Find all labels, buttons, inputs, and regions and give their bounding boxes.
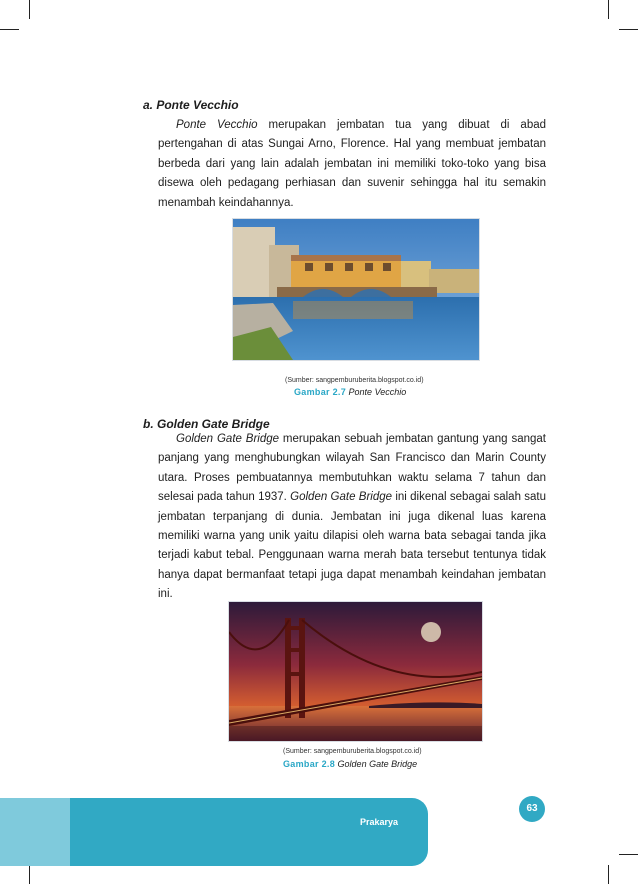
figure-caption-2-8 — [283, 759, 417, 769]
footer-subject-label: Prakarya — [360, 817, 399, 827]
crop-mark — [0, 29, 19, 30]
term-ponte-vecchio: Ponte Vecchio — [176, 119, 258, 131]
photo-golden-gate — [228, 601, 483, 742]
paragraph-golden-gate — [158, 430, 546, 605]
crop-mark — [619, 854, 638, 855]
term-golden-gate: Golden Gate Bridge — [290, 491, 393, 504]
crop-mark — [619, 29, 638, 30]
figure-source-2-7: (Sumber: sangpemburuberita.blogspot.co.id) — [285, 377, 424, 384]
figure-caption-2-7 — [294, 387, 406, 397]
figure-number: Gambar 2.8 — [283, 759, 336, 769]
crop-mark — [29, 865, 30, 884]
golden-gate-image — [229, 602, 482, 741]
figure-source-2-8: (Sumber: sangpemburuberita.blogspot.co.id) — [283, 748, 422, 755]
page-number: 63 — [519, 796, 545, 822]
crop-mark — [608, 865, 609, 884]
footer-band — [0, 798, 428, 866]
paragraph-body: merupakan jembatan tua yang dibuat di abad pertengahan di atas Sungai Arno, Florence. Hal yang membuat jembatan berbeda dari yang lain adalah jembatan ini memiliki toko-toko yang bisa disewa oleh pedagang perhiasan dan suvenir sehingga hal itu semakin menambah keindahannya. — [158, 119, 547, 209]
paragraph-ponte-vecchio — [158, 116, 546, 213]
section-heading-ponte-vecchio: a. Ponte Vecchio — [143, 98, 239, 112]
photo-ponte-vecchio — [232, 218, 480, 361]
figure-title: Golden Gate Bridge — [337, 759, 418, 769]
footer-band-accent — [0, 798, 70, 866]
figure-number: Gambar 2.7 — [294, 387, 347, 397]
section-heading-golden-gate: b. Golden Gate Bridge — [143, 417, 270, 431]
ponte-vecchio-image — [233, 219, 479, 360]
term-golden-gate: Golden Gate Bridge — [176, 433, 280, 445]
paragraph-body: merupakan sebuah jembatan gantung yang sangat panjang yang menghubungkan wilayah San Francisco dan Marin County utara. Proses pembuatannya membutuhkan waktu selama 7 tahun dan selesai pada tahun 1937. — [158, 433, 546, 504]
crop-mark — [29, 0, 30, 19]
paragraph-body: ini dikenal sebagai salah satu jembatan terpanjang di dunia. Jembatan ini juga dikenal luas karena memiliki warna yang unik yaitu dilapisi oleh warna bata sebagai tanda jika terjadi kabut tebal. Penggunaan warna merah bata tersebut tentunya tidak hanya dapat bermanfaat tetapi juga dapat menambah keindahan jembatan ini. — [158, 491, 547, 601]
crop-mark — [608, 0, 609, 19]
figure-title: Ponte Vecchio — [348, 387, 407, 397]
